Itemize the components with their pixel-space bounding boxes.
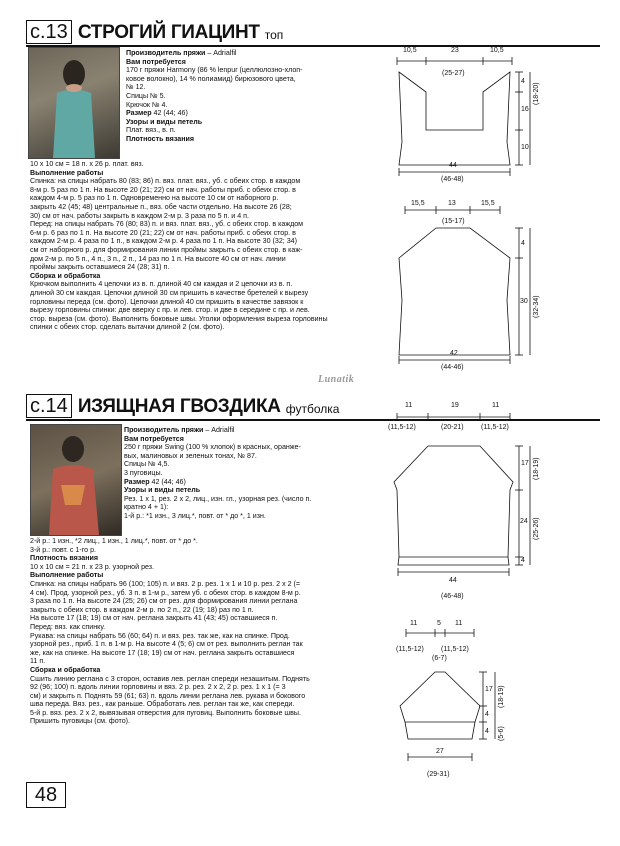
patterns-line: 1-й р.: *1 изн., 3 лиц.*, повт. от * до *, 1 изн. (124, 511, 266, 520)
dim-label: (18-20) (533, 82, 540, 105)
dim-label: (29-31) (427, 771, 450, 778)
dim-label: 24 (520, 518, 528, 525)
pattern-14-number: с.14 (26, 394, 72, 418)
dim-label: 11 (405, 402, 413, 409)
dim-label: 11 (455, 620, 463, 627)
dim-label: 16 (521, 106, 529, 113)
need-line: 3 пуговицы. (124, 468, 163, 477)
work-line: см от наборного р. для формирования линии проймы закрыть с обеих стор. в каж- (30, 245, 303, 254)
need-line: № 12. (126, 83, 146, 92)
dim-label: 10 (521, 144, 529, 151)
assembly-label: Сборка и обработка (30, 665, 101, 674)
dim-label: 11 (492, 402, 500, 409)
work-line: Перед: на спицы набрать 76 (80; 83) п. и вяз. плат. вяз., уб. с обеих стор. в каждом (30, 220, 304, 229)
assembly-line: Крючком выполнить 4 цепочки из в. п. длиной 40 см каждая и 2 цепочки из в. п. (30, 280, 293, 289)
pattern-14-instructions (30, 537, 330, 726)
brand-label: Производитель пряжи (126, 49, 206, 57)
dim-label: 11 (410, 620, 418, 627)
dim-label: 44 (449, 577, 457, 584)
dim-label: 5 (437, 620, 441, 627)
density-label: Плотность вязания (126, 134, 194, 143)
dim-label: 17 (485, 686, 493, 693)
dim-label: (18-19) (498, 685, 505, 708)
pattern-13-number: с.13 (26, 20, 72, 44)
size-label: Размер (124, 477, 150, 486)
work-line: дом 2-м р. по 5 п., 4 п., 3 п., 2 п., 14 раз по 1 п. На высоте 40 см от нач. линии (30, 254, 286, 263)
patterns-line: кратно 4 + 1): (124, 503, 169, 512)
brand-value: – Adrialfil (205, 49, 237, 57)
work-line: 8-м р. 5 раз по 1 п. На высоте 20 (21; 22) см от нач. работы приб. с обеих стор. в (30, 185, 296, 194)
pattern-14-header (26, 394, 339, 418)
model-silhouette (31, 425, 121, 535)
work-line: закрыть с обеих стор. в каждом 2-м р. по 2 п., 22 (19; 18) раз по 1 п. (30, 605, 254, 614)
pattern-13-title: СТРОГИЙ ГИАЦИНТ (77, 22, 260, 43)
patterns-line: 2-й р.: 1 изн., *2 лиц., 1 изн., 1 лиц.*, повт. от * до *. (30, 537, 198, 545)
dim-label: 15,5 (411, 200, 425, 207)
assembly-line: горловины переда (см. фото). Цепочки длиной 40 см пришить в качестве завязок к (30, 297, 304, 306)
size-label: Размер (126, 109, 152, 118)
pattern-14-title: ИЗЯЩНАЯ ГВОЗДИКА (77, 396, 281, 417)
work-line: 3 раза по 1 п. На высоте 24 (25; 26) см от рез. для формирования линии реглана (30, 597, 298, 606)
need-label: Вам потребуется (126, 57, 186, 66)
patterns-value: Плат. вяз., в. п. (126, 126, 176, 135)
dim-label: (46-48) (441, 176, 464, 183)
assembly-line: длиной 30 см каждая. Цепочки длиной 30 см пришить в качестве бретелей к вырезу (30, 288, 309, 297)
work-line: 30) см от нач. работы закрыть в каждом 2-м р. 3 раза по 5 п. и 4 п. (30, 211, 249, 220)
work-label: Выполнение работы (30, 168, 104, 177)
dim-label: (11,5-12) (481, 424, 509, 431)
work-line: 4 см). Прод. узорной рез., уб. 3 п. в 1-м р., затем уб. с обеих стор. в каждом 8-м р. (30, 588, 301, 597)
density-label: Плотность вязания (30, 554, 98, 563)
dim-label: (18-19) (533, 457, 540, 480)
brand-label: Производитель пряжи (124, 426, 204, 434)
need-label: Вам потребуется (124, 434, 184, 443)
pattern-13-photo (28, 47, 120, 159)
dim-label: 30 (520, 298, 528, 305)
assembly-line: 5-й р. вяз. рез. 2 х 2, вывязывая отверстия для пуговиц. Выполнить боковые швы. (30, 708, 301, 717)
pattern-13-materials (126, 49, 356, 144)
dim-label: 19 (451, 402, 459, 409)
assembly-label: Сборка и обработка (30, 271, 101, 280)
dim-label: (6-7) (432, 655, 447, 662)
dim-label: (11,5-12) (388, 424, 416, 431)
watermark: Lunatik (318, 374, 355, 385)
size-value: 42 (44; 46) (149, 477, 186, 486)
assembly-line: стор. выреза (см. фото). Выполнить боковые швы. Уголки оформления выреза горловины (30, 314, 328, 323)
dim-label: (44-46) (441, 364, 464, 371)
page-number: 48 (26, 782, 66, 808)
dim-label: (25-26) (533, 517, 540, 540)
need-line: вых, малиновых и зеленых тонах, № 87. (124, 451, 257, 460)
dim-label: 44 (449, 162, 457, 169)
work-line: проймы закрыть оставшиеся 24 (28; 31) п. (30, 263, 170, 272)
work-line: На высоте 17 (18; 19) см от нач. реглана закрыть 41 (43; 45) оставшиеся п. (30, 614, 278, 623)
work-line: Перед: вяз. как спинку. (30, 622, 106, 631)
assembly-line: спинки с обеих стор. сделать вытачки длиной 2 (см. фото). (30, 323, 225, 332)
assembly-line: шва переда. Вяз. рез., как раньше. Обработать лев. реглан так же, как спереди. (30, 700, 295, 709)
work-line: Спинка: на спицы набрать 80 (83; 86) п. вяз. плат. вяз., уб. с обеих стор. в каждом (30, 177, 301, 186)
dim-label: 4 (485, 711, 489, 718)
dim-label: (15-17) (442, 218, 465, 225)
work-line: Рукава: на спицы набрать 56 (60; 64) п. и вяз. рез. так же, как на спинке. Прод. (30, 631, 290, 640)
need-line: 170 г пряжи Harmony (86 % lenpur (целлюлозно-хлоп- (126, 66, 303, 75)
need-line: Спицы № 5. (126, 91, 166, 100)
dim-label: 42 (450, 350, 458, 357)
assembly-line: вырезу горловины спинки: две вверху с пр. и лев. стор. и две в середине с пр. и лев. (30, 306, 310, 315)
assembly-line: см) и закрыть п. Поднять 59 (61; 63) п. вдоль линии реглана лев. рукава и бокового (30, 691, 306, 700)
work-label: Выполнение работы (30, 571, 104, 580)
density-value: 10 х 10 см = 21 п. х 23 р. узорной рез. (30, 562, 155, 571)
work-line: узорной рез., приб. 1 п. в 1-м р. На высоте 4 (5; 6) см от рез. выполнить реглан так (30, 640, 303, 649)
work-line: 11 п. (30, 657, 46, 666)
dim-label: 15,5 (481, 200, 495, 207)
patterns-label: Узоры и виды петель (126, 117, 203, 126)
pattern-14-materials (124, 426, 324, 521)
dim-label: (25-27) (442, 70, 465, 77)
work-line: 6-м р. 6 раз по 1 п. На высоте 20 (21; 22) см от нач. работы приб. с обеих стор. в (30, 228, 296, 237)
brand-value: – Adrialfil (203, 426, 235, 434)
dim-label: 4 (521, 78, 525, 85)
assembly-line: 92 (96; 100) п. вдоль линии горловины и вяз. 2 р. рез. 2 х 2, 2 р. рез. 1 х 1 (= 3 (30, 683, 286, 692)
dim-label: (32-34) (533, 295, 540, 318)
pattern-14-photo (30, 424, 122, 536)
dim-label: 10,5 (403, 47, 417, 54)
dim-label: 13 (448, 200, 456, 207)
dim-label: (11,5-12) (441, 646, 469, 653)
pattern-14-subtitle: футболка (285, 402, 340, 416)
density-value: 10 х 10 см = 18 п. х 26 р. плат. вяз. (30, 160, 144, 168)
need-line: Крючок № 4. (126, 100, 168, 109)
dim-label: (20-21) (441, 424, 464, 431)
assembly-line: Пришить пуговицы (см. фото). (30, 717, 131, 726)
work-line: каждом 2-м р. 4 раза по 1 п., в каждом 2-м р. 4 раза по 1 п. На высоте 30 (32; 34) (30, 237, 297, 246)
work-line: Спинка: на спицы набрать 96 (100; 105) п. и вяз. 2 р. рез. 1 х 1 и 10 р. рез. 2 х 2 (= (30, 579, 301, 588)
dim-label: 4 (521, 557, 525, 564)
patterns-label: Узоры и виды петель (124, 486, 201, 495)
dim-label: 23 (451, 47, 459, 54)
model-silhouette (29, 48, 119, 158)
patterns-line: Рез. 1 х 1, рез. 2 х 2, лиц., изн. гл., узорная рез. (число п. (124, 494, 312, 503)
dim-label: 10,5 (490, 47, 504, 54)
size-value: 42 (44; 46) (151, 109, 188, 118)
dim-label: (11,5-12) (396, 646, 424, 653)
work-line: же, как на спинке. На высоте 17 (18; 19) см от нач. реглана закрыть оставшиеся (30, 648, 295, 657)
dim-label: (5-6) (498, 726, 505, 741)
pattern-13-instructions (30, 160, 340, 332)
need-line: ковое волокно), 14 % полиамид) бирюзового цвета, (126, 74, 296, 83)
dim-label: 4 (521, 240, 525, 247)
dim-label: 4 (485, 728, 489, 735)
work-line: каждом 4-м р. 5 раз по 1 п. Одновременно на высоте 10 см от наборного р. (30, 194, 279, 203)
pattern-14-rule (26, 419, 600, 421)
need-line: 250 г пряжи Swing (100 % хлопок) в красных, оранже- (124, 443, 301, 452)
pattern-13-header (26, 20, 283, 44)
dim-label: (46-48) (441, 593, 464, 600)
work-line: закрыть 42 (45; 48) центральные п., вяз. обе части отдельно. На высоте 26 (28; (30, 202, 292, 211)
need-line: Спицы № 4,5. (124, 460, 170, 469)
assembly-line: Сшить линию реглана с 3 сторон, оставив лев. реглан спереди незашитым. Поднять (30, 674, 310, 683)
dim-label: 17 (521, 460, 529, 467)
dim-label: 27 (436, 748, 444, 755)
patterns-line: 3-й р.: повт. с 1-го р. (30, 545, 96, 554)
pattern-13-subtitle: топ (264, 28, 284, 42)
